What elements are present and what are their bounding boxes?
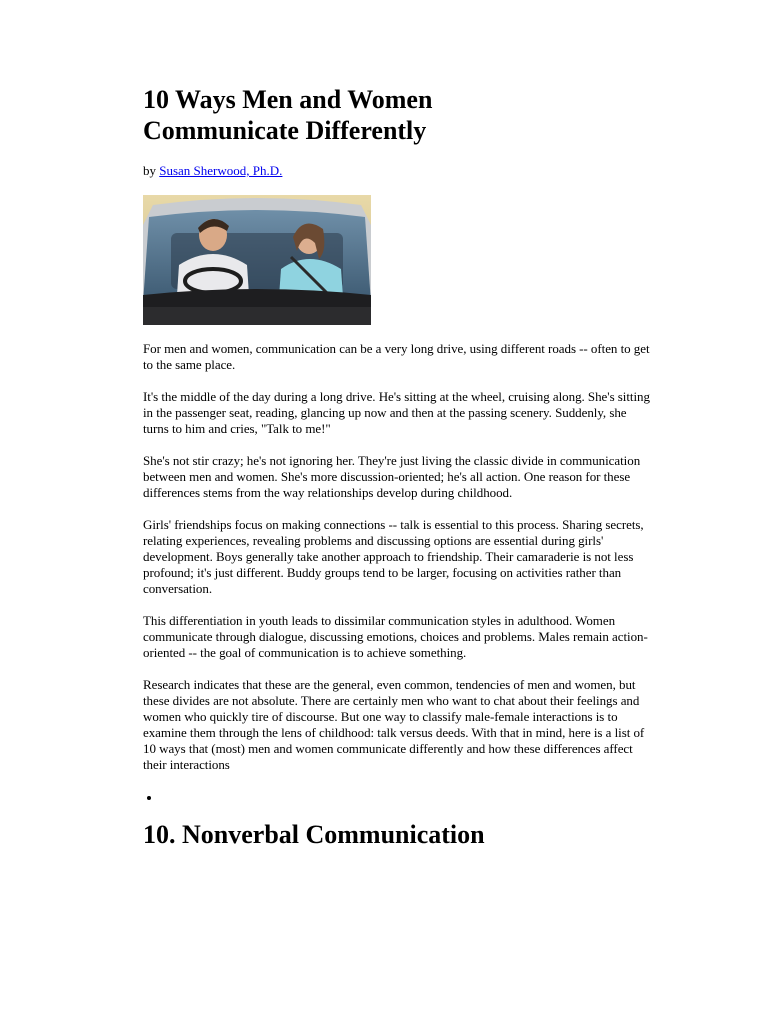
title-line-1: 10 Ways Men and Women (143, 85, 433, 114)
title-line-2: Communicate Differently (143, 116, 427, 145)
article-title (143, 84, 653, 146)
paragraph-1: For men and women, communication can be a very long drive, using different roads -- often to get to the same place. (143, 341, 650, 372)
article (143, 84, 653, 850)
paragraph-4: Girls' friendships focus on making connections -- talk is essential to this process. Sharing secrets, relating experiences, revealing problems and discussing options are essential during girls' development. Boys generally take another approach to friendship. Their camaraderie is not less profound; it's just different. Buddy groups tend to be larger, focusing on activities rather than conversation. (143, 517, 644, 596)
byline-prefix: by (143, 163, 156, 178)
paragraph-5: This differentiation in youth leads to dissimilar communication styles in adulthood. Women communicate through dialogue, discussing emotions, choices and problems. Males remain action-oriented -- the goal of communication is to achieve something. (143, 613, 648, 660)
car-couple-photo (143, 195, 371, 325)
empty-bullet-list (143, 790, 653, 806)
paragraph-2: It's the middle of the day during a long drive. He's sitting at the wheel, cruising along. She's sitting in the passenger seat, reading, glancing up now and then at the passing scenery. Suddenly, she turns to him and cries, "Talk to me!" (143, 389, 650, 436)
byline (143, 163, 653, 179)
section-heading: 10. Nonverbal Communication (143, 820, 485, 849)
author-link[interactable]: Susan Sherwood, Ph.D. (159, 163, 283, 178)
paragraph-3: She's not stir crazy; he's not ignoring her. They're just living the classic divide in communication between men and women. She's more discussion-oriented; he's all action. One reason for these differences stems from the way relationships develop during childhood. (143, 453, 641, 500)
paragraph-6: Research indicates that these are the general, even common, tendencies of men and women, but these divides are not absolute. There are certainly men who want to chat about their feelings and women who quickly tire of discourse. But one way to classify male-female interactions is to examine them through the lens of childhood: talk versus deeds. With that in mind, here is a list of 10 ways that (most) men and women communicate differently and how these differences affect their interactions (143, 677, 645, 772)
list-item (162, 790, 653, 806)
